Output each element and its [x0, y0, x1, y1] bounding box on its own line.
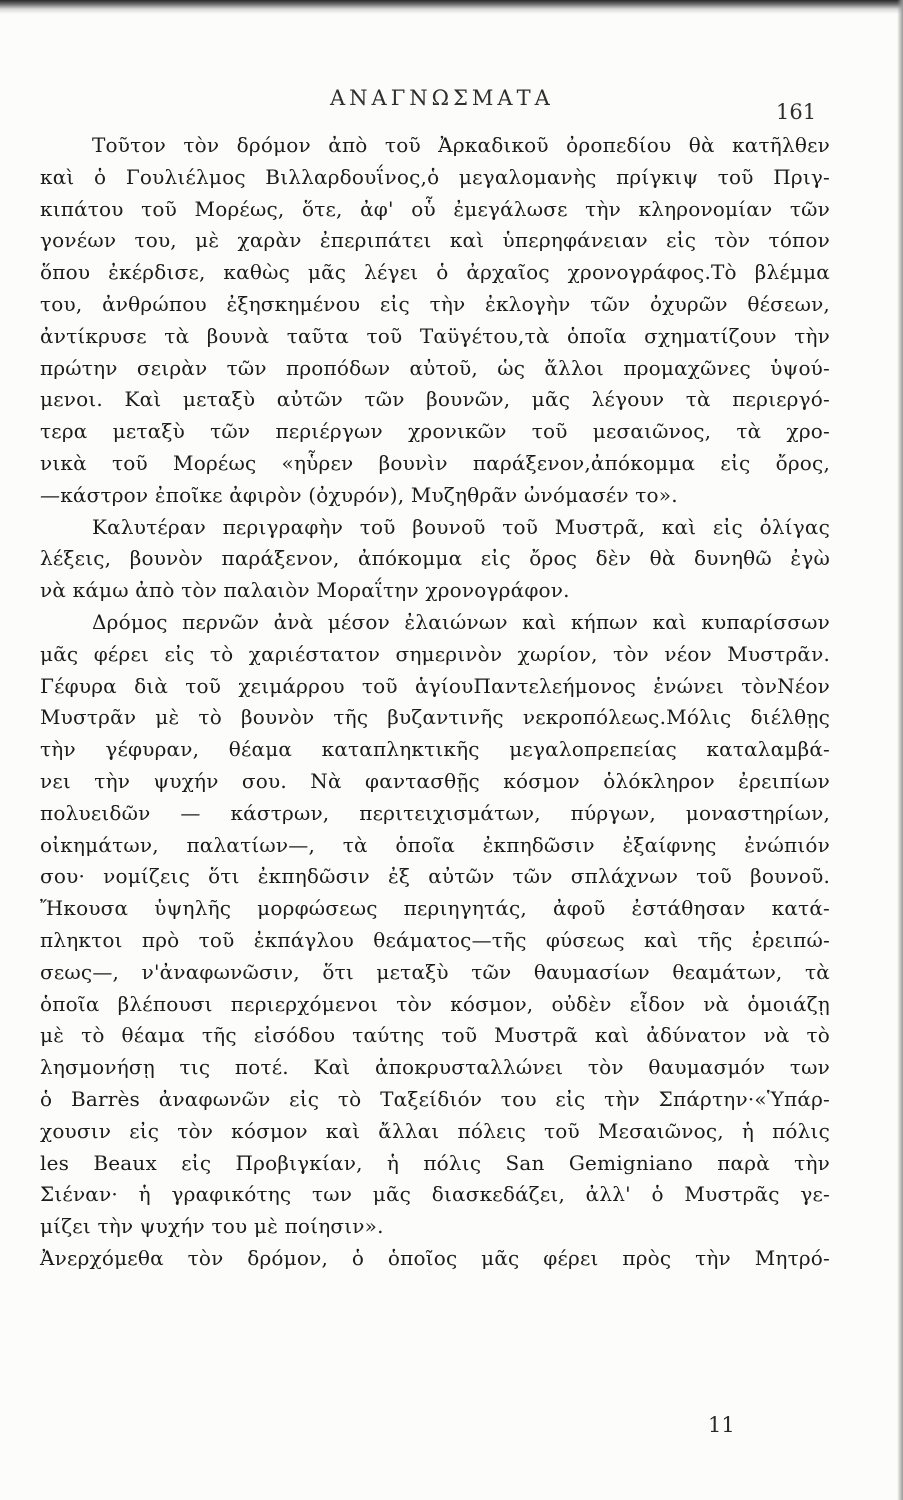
text-line: μᾶς φέρει εἰς τὸ χαριέστατον σημερινὸν χωρίον, τὸν νέον Μυστρᾶν. — [40, 641, 830, 666]
text-line: les Beaux εἰς Προβιγκίαν, ἡ πόλις San Gemigniano παρὰ τὴν — [40, 1150, 830, 1175]
page-number: 161 — [776, 100, 817, 124]
text-line: Μυστρᾶν μὲ τὸ βουνὸν τῆς βυζαντινῆς νεκροπόλεως.Μόλις διέλθῃς — [40, 705, 830, 730]
text-line: σεως—, ν'ἀναφωνῶσιν, ὅτι μεταξὺ τῶν θαυμασίων θεαμάτων, τὰ — [40, 959, 830, 984]
text-line: πρώτην σειρὰν τῶν προπόδων αὐτοῦ, ὡς ἄλλοι προμαχῶνες ὑψού- — [40, 355, 830, 380]
text-line: ἀντίκρυσε τὰ βουνὰ ταῦτα τοῦ Ταϋγέτου,τὰ ὁποῖα σχηματίζουν τὴν — [40, 323, 830, 348]
text-line: μίζει τὴν ψυχήν του μὲ ποίησιν». — [40, 1214, 384, 1239]
text-line: Δρόμος περνῶν ἀνὰ μέσον ἐλαιώνων καὶ κήπων καὶ κυπαρίσσων — [92, 609, 830, 634]
text-line: —κάστρον ἐποῖκε ἀφιρὸν (ὀχυρόν), Μυζηθρᾶν ὠνόμασέν το». — [40, 482, 678, 507]
text-line: χουσιν εἰς τὸν κόσμον καὶ ἄλλαι πόλεις τοῦ Μεσαιῶνος, ἡ πόλις — [40, 1118, 830, 1143]
text-line: καὶ ὁ Γουλιέλμος Βιλλαρδουΐνος,ὁ μεγαλομανὴς πρίγκιψ τοῦ Πριγ- — [40, 164, 830, 189]
text-line: Τοῦτον τὸν δρόμον ἀπὸ τοῦ Ἀρκαδικοῦ ὀροπεδίου θὰ κατῆλθεν — [92, 133, 830, 157]
text-line: ὅπου ἐκέρδισε, καθὼς μᾶς λέγει ὁ ἀρχαῖος χρονογράφος.Τὸ βλέμμα — [40, 260, 830, 285]
text-line: Γέφυρα διὰ τοῦ χειμάρρου τοῦ ἁγίουΠαντελεήμονος ἑνώνει τὸνΝέον — [40, 673, 830, 698]
text-line: μενοι. Καὶ μεταξὺ αὐτῶν τῶν βουνῶν, μᾶς λέγουν τὰ περιεργό- — [40, 387, 830, 412]
text-line: Ἀνερχόμεθα τὸν δρόμον, ὁ ὁποῖος μᾶς φέρει πρὸς τὴν Μητρό- — [40, 1245, 830, 1270]
text-line: κιπάτου τοῦ Μορέως, ὅτε, ἀφ' οὗ ἐμεγάλωσε τὴν κληρονομίαν τῶν — [40, 196, 830, 221]
text-line: γονέων του, μὲ χαρὰν ἐπεριπάτει καὶ ὑπερηφάνειαν εἰς τὸν τόπον — [40, 228, 830, 253]
text-line: τερα μεταξὺ τῶν περιέργων χρονικῶν τοῦ μεσαιῶνος, τὰ χρο- — [40, 419, 830, 444]
scan-edge-shadow-right — [897, 0, 903, 1500]
text-line: Σιέναν· ἡ γραφικότης των μᾶς διασκεδάζει, ἀλλ' ὁ Μυστρᾶς γε- — [40, 1182, 830, 1207]
text-line: οἰκημάτων, παλατίων—, τὰ ὁποῖα ἐκπηδῶσιν ἐξαίφνης ἐνώπιόν — [40, 832, 830, 857]
scan-edge-shadow — [0, 0, 903, 14]
text-line: Καλυτέραν περιγραφὴν τοῦ βουνοῦ τοῦ Μυστρᾶ, καὶ εἰς ὀλίγας — [92, 514, 830, 539]
body-text — [40, 130, 830, 1275]
text-line: ὁποῖα βλέπουσι περιερχόμενοι τὸν κόσμον, οὐδὲν εἶδον νὰ ὁμοιάζῃ — [40, 991, 830, 1016]
text-line: λέξεις, βουνὸν παράξενον, ἀπόκομμα εἰς ὄρος δὲν θὰ δυνηθῶ ἐγὼ — [40, 546, 830, 571]
running-title: ΑΝΑΓΝΩΣΜΑΤΑ — [330, 86, 554, 110]
text-line: ὁ Barrès ἀναφωνῶν εἰς τὸ Ταξείδιόν του εἰς τὴν Σπάρτην·«Ὑπάρ- — [40, 1086, 830, 1111]
text-line: πολυειδῶν — κάστρων, περιτειχισμάτων, πύργων, μοναστηρίων, — [40, 800, 830, 825]
text-line: νὰ κάμω ἀπὸ τὸν παλαιὸν Μοραΐτην χρονογράφον. — [40, 578, 570, 603]
text-line: πληκτοι πρὸ τοῦ ἐκπάγλου θεάματος—τῆς φύσεως καὶ τῆς ἐρειπώ- — [40, 927, 830, 952]
text-line: νει τὴν ψυχήν σου. Νὰ φαντασθῇς κόσμον ὁλόκληρον ἐρειπίων — [40, 768, 830, 793]
text-line: λησμονήσῃ τις ποτέ. Καὶ ἀποκρυσταλλώνει τὸν θαυμασμόν των — [40, 1055, 830, 1080]
text-line: τὴν γέφυραν, θέαμα καταπληκτικῆς μεγαλοπρεπείας καταλαμβά- — [40, 737, 830, 762]
text-line: του, ἀνθρώπου ἐξησκημένου εἰς τὴν ἐκλογὴν τῶν ὀχυρῶν θέσεων, — [40, 291, 830, 316]
text-line: Ἤκουσα ὑψηλῆς μορφώσεως περιηγητάς, ἀφοῦ ἐστάθησαν κατά- — [40, 896, 830, 921]
text-line: σου· νομίζεις ὅτι ἐκπηδῶσιν ἐξ αὐτῶν τῶν σπλάχνων τοῦ βουνοῦ. — [40, 864, 830, 889]
text-line: νικὰ τοῦ Μορέως «ηὗρεν βουνὶν παράξενον,ἀπόκομμα εἰς ὄρος, — [40, 450, 830, 475]
printer-signature: 11 — [708, 1413, 735, 1437]
running-head — [0, 80, 903, 124]
text-line: μὲ τὸ θέαμα τῆς εἰσόδου ταύτης τοῦ Μυστρᾶ καὶ ἀδύνατον νὰ τὸ — [40, 1023, 830, 1048]
